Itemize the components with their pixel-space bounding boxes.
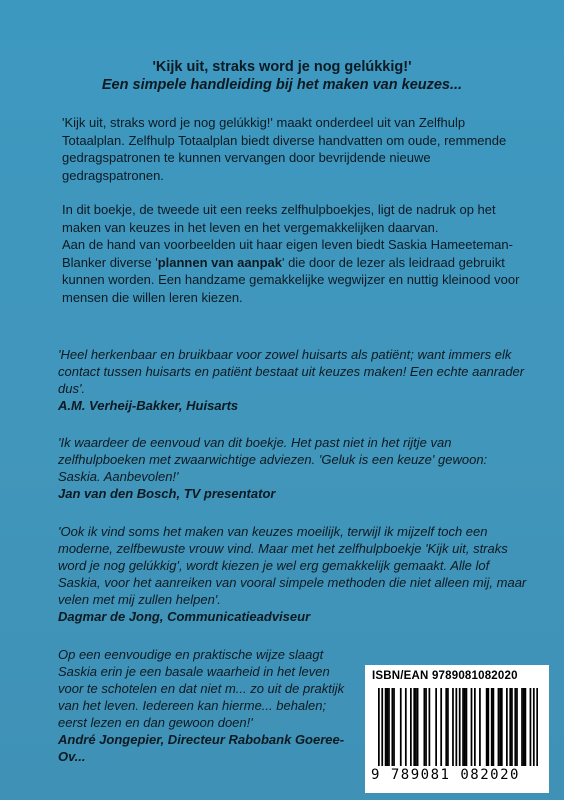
barcode-bar (474, 688, 476, 766)
barcode-bar (533, 688, 535, 766)
barcode-bar (452, 688, 454, 766)
barcode-bar (479, 688, 481, 766)
intro-p3-end: ' die door de lezer als leidraad gebruikt kunnen worden. Een handzame gemakkelijke wegwijzer en nuttig kleinood voor mensen die willen leren kiezen. (62, 254, 520, 305)
intro-paragraph-2: In dit boekje, de tweede uit een reeks zelfhulpboekjes, ligt de nadruk op het maken van keuzes in het leven en het vergemakkelijken daarvan. (62, 202, 496, 235)
barcode-digits: 9 789081 082020 (371, 767, 520, 783)
barcode-bar (498, 688, 500, 766)
barcode-bar (381, 688, 383, 766)
quote-4 (58, 646, 358, 765)
barcode-bar (530, 688, 532, 766)
barcode-bar (493, 688, 495, 766)
barcode-bar (385, 688, 387, 766)
barcode-bar (471, 688, 473, 766)
barcode-bar (417, 688, 419, 766)
quote-text: 'Ik waardeer de eenvoud van dit boekje. Het past niet in het rijtje van zelfhulpboeken met zwaarwichtige adviezen. 'Geluk is een keuze' gewoon: Saskia. Aanbevolen!' (58, 435, 488, 484)
barcode-bar (462, 688, 464, 766)
barcode-bar (405, 688, 407, 766)
isbn-barcode (365, 665, 549, 793)
barcode-bar (425, 688, 427, 766)
barcode-bar (491, 688, 493, 766)
quote-text: Op een eenvoudige en praktische wijze slaagt Saskia erin je een basale waarheid in het leven voor te schotelen en dat niet m... zo uit de praktijk van het leven. Iedereen kan hierme... behalen; eerst lezen en dan gewoon doen!' (58, 647, 345, 730)
barcode-bar (400, 688, 402, 766)
barcode-bar (523, 688, 525, 766)
barcode-bar (525, 688, 527, 766)
barcode-bar (514, 688, 516, 766)
barcode-bar (378, 688, 380, 766)
barcode-bar (516, 688, 518, 766)
quote-2 (58, 434, 528, 502)
barcode-bar (536, 688, 538, 766)
barcode-bar (391, 688, 393, 766)
barcode-bar (410, 688, 412, 766)
isbn-label: ISBN/EAN 9789081082020 (372, 670, 518, 682)
barcode-bar (501, 688, 503, 766)
barcode-bar (393, 688, 395, 766)
barcode-bar (445, 688, 447, 766)
barcode-bar (423, 688, 425, 766)
intro-paragraph-3 (62, 236, 522, 306)
barcode-bar (521, 688, 523, 766)
barcode-bar (486, 688, 488, 766)
quote-text: 'Heel herkenbaar en bruikbaar voor zowel huisarts als patiënt; want immers elk contact tussen huisarts en patiënt bestaat uit keuzes maken! Een echte aanrader dus'. (58, 347, 525, 396)
barcode-bar (386, 688, 388, 766)
cover-subtitle: Een simpele handleiding bij het maken van keuzes... (101, 77, 463, 93)
barcode-bar (415, 688, 417, 766)
intro-text (62, 114, 522, 306)
barcode-bar (464, 688, 466, 766)
barcode-bar (429, 688, 431, 766)
quote-author: Dagmar de Jong, Communicatieadviseur (58, 609, 311, 624)
intro-p3-start: Aan de hand van voorbeelden uit haar eigen leven biedt Saskia Hameeteman-Blanker diverse ' (62, 237, 513, 270)
barcode-bar (413, 688, 415, 766)
quote-3 (58, 523, 528, 625)
barcode-bar (511, 688, 513, 766)
barcode-bar (435, 688, 437, 766)
barcode-bar (487, 688, 489, 766)
barcode-bars (378, 688, 538, 766)
barcode-bar (440, 688, 442, 766)
quote-author: André Jongepier, Directeur Rabobank Goeree-Ov... (58, 732, 345, 764)
cover-header (0, 58, 564, 94)
barcode-bar (388, 688, 390, 766)
quote-text: 'Ook ik vind soms het maken van keuzes moeilijk, terwijl ik mijzelf toch een moderne, zelfbewuste vrouw vind. Maar met het zelfhulpboekje 'Kijk uit, straks word je nog gelúkkig', wordt kiezen je wel erg gemakkelijk gemaakt. Alle lof Saskia, voor het aanreiken van vooral simpele methoden die niet alleen mij, maar velen met mij zullen helpen'. (58, 524, 527, 607)
barcode-bar (499, 688, 501, 766)
barcode-bar (459, 688, 461, 766)
quote-author: Jan van den Bosch, TV presentator (58, 486, 276, 501)
quote-1 (58, 346, 528, 414)
barcode-bar (455, 688, 457, 766)
barcode-bar (466, 688, 468, 766)
quote-author: A.M. Verheij-Bakker, Huisarts (58, 398, 239, 413)
intro-p3-highlight: plannen van aanpak (157, 254, 282, 270)
barcode-bar (506, 688, 508, 766)
barcode-bar (447, 688, 449, 766)
barcode-bar (509, 688, 511, 766)
intro-paragraph-1: 'Kijk uit, straks word je nog gelúkkig!' maakt onderdeel uit van Zelfhulp Totaalplan. Zelfhulp Totaalplan biedt diverse handvatten om oude, remmende gedragspatronen te kunnen vervangen door bevrijdende nieuwe gedragspatronen. (62, 115, 507, 183)
cover-title: 'Kijk uit, straks word je nog gelúkkig!' (152, 59, 412, 75)
